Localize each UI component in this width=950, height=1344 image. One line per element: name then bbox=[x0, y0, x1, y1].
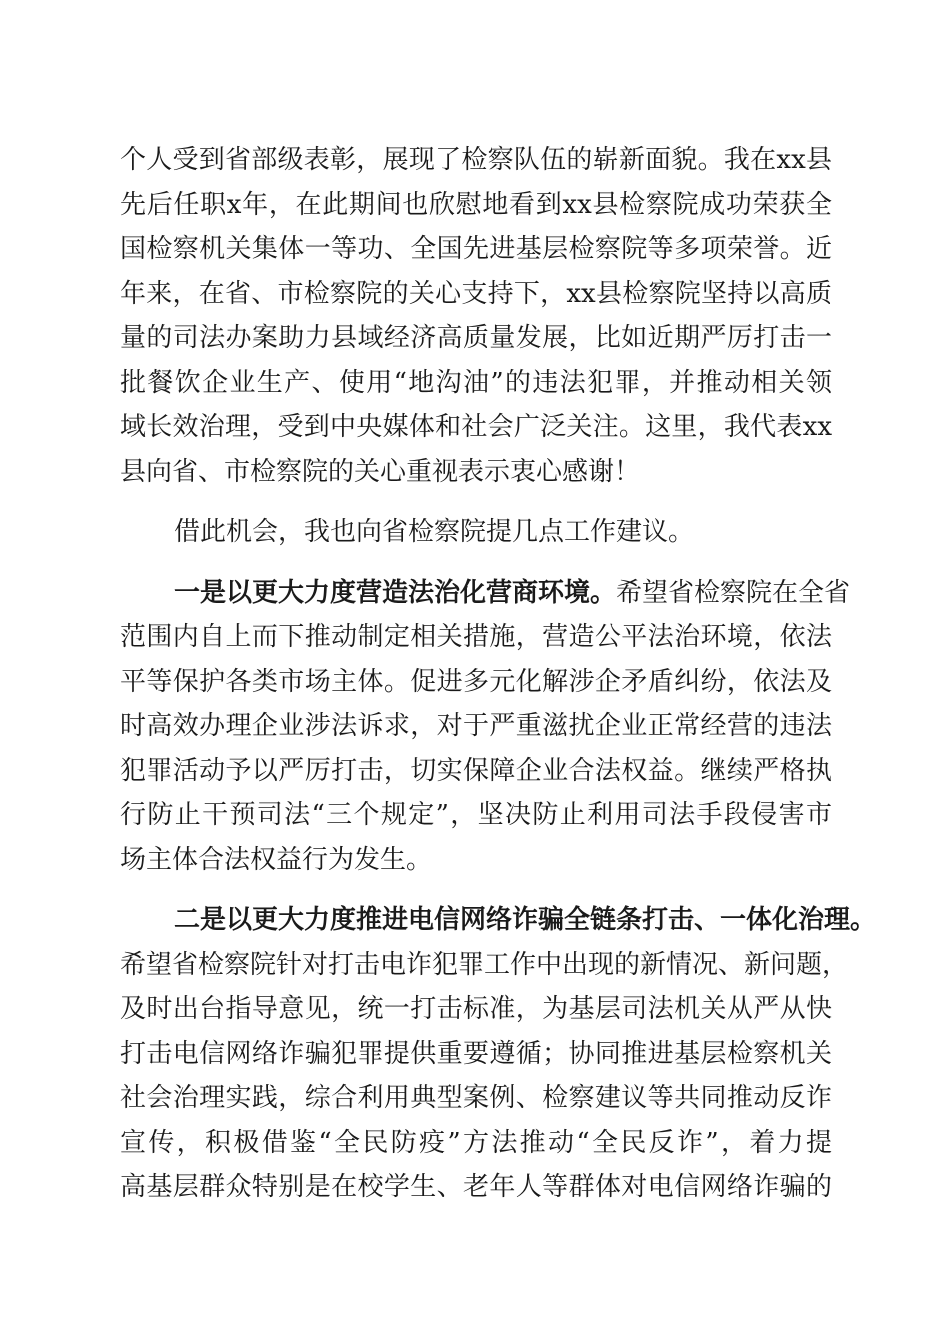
paragraph-4 bbox=[120, 898, 877, 1210]
text-line: 年来，在省、市检察院的关心支持下，xx县检察院坚持以高质 bbox=[120, 278, 832, 309]
text-line: 时高效办理企业涉法诉求，对于严重滋扰企业正常经营的违法 bbox=[120, 711, 832, 741]
text-line: 社会治理实践，综合利用典型案例、检察建议等共同推动反诈 bbox=[120, 1083, 832, 1113]
text-line: 范围内自上而下推动制定相关措施，营造公平法治环境，依法 bbox=[120, 622, 832, 652]
paragraph-3 bbox=[120, 571, 851, 883]
text-line: 借此机会，我也向省检察院提几点工作建议。 bbox=[174, 517, 695, 547]
text-line: 犯罪活动予以严厉打击，切实保障企业合法权益。继续严格执 bbox=[120, 755, 832, 786]
text-line: 场主体合法权益行为发生。 bbox=[120, 844, 433, 875]
text-line: 行防止干预司法“三个规定”，坚决防止利用司法手段侵害市 bbox=[120, 800, 832, 830]
text-line: 宣传，积极借鉴“全民防疫”方法推动“全民反诈”，着力提 bbox=[120, 1127, 832, 1158]
text-line: 量的司法办案助力县域经济高质量发展，比如近期严厉打击一 bbox=[120, 323, 832, 353]
text-line: 高基层群众特别是在校学生、老年人等群体对电信网络诈骗的 bbox=[120, 1172, 832, 1202]
section-heading: 一是以更大力度营造法治化营商环境。 bbox=[174, 577, 617, 608]
document-body bbox=[120, 138, 877, 1210]
text-line: 国检察机关集体一等功、全国先进基层检察院等多项荣誉。近 bbox=[120, 234, 832, 264]
paragraph-2 bbox=[120, 510, 832, 555]
text-line: 及时出台指导意见，统一打击标准，为基层司法机关从严从快 bbox=[120, 994, 832, 1024]
text-line: 先后任职x年，在此期间也欣慰地看到xx县检察院成功荣获全 bbox=[120, 189, 832, 220]
text-fragment: 希望省检察院在全省 bbox=[616, 577, 851, 608]
text-line bbox=[120, 571, 851, 616]
paragraph-1 bbox=[120, 138, 832, 494]
text-line: 平等保护各类市场主体。促进多元化解涉企矛盾纠纷，依法及 bbox=[120, 666, 832, 697]
text-line: 批餐饮企业生产、使用“地沟油”的违法犯罪，并推动相关领 bbox=[120, 367, 832, 398]
text-line: 域长效治理，受到中央媒体和社会广泛关注。这里，我代表xx bbox=[120, 412, 832, 442]
section-heading: 二是以更大力度推进电信网络诈骗全链条打击、一体化治理。 bbox=[174, 905, 877, 935]
text-line: 打击电信网络诈骗犯罪提供重要遵循；协同推进基层检察机关 bbox=[120, 1038, 832, 1069]
text-line: 希望省检察院针对打击电诈犯罪工作中出现的新情况、新问题， bbox=[120, 949, 849, 980]
text-line: 个人受到省部级表彰，展现了检察队伍的崭新面貌。我在xx县 bbox=[120, 145, 832, 175]
text-line: 县向省、市检察院的关心重视表示衷心感谢！ bbox=[120, 456, 641, 487]
